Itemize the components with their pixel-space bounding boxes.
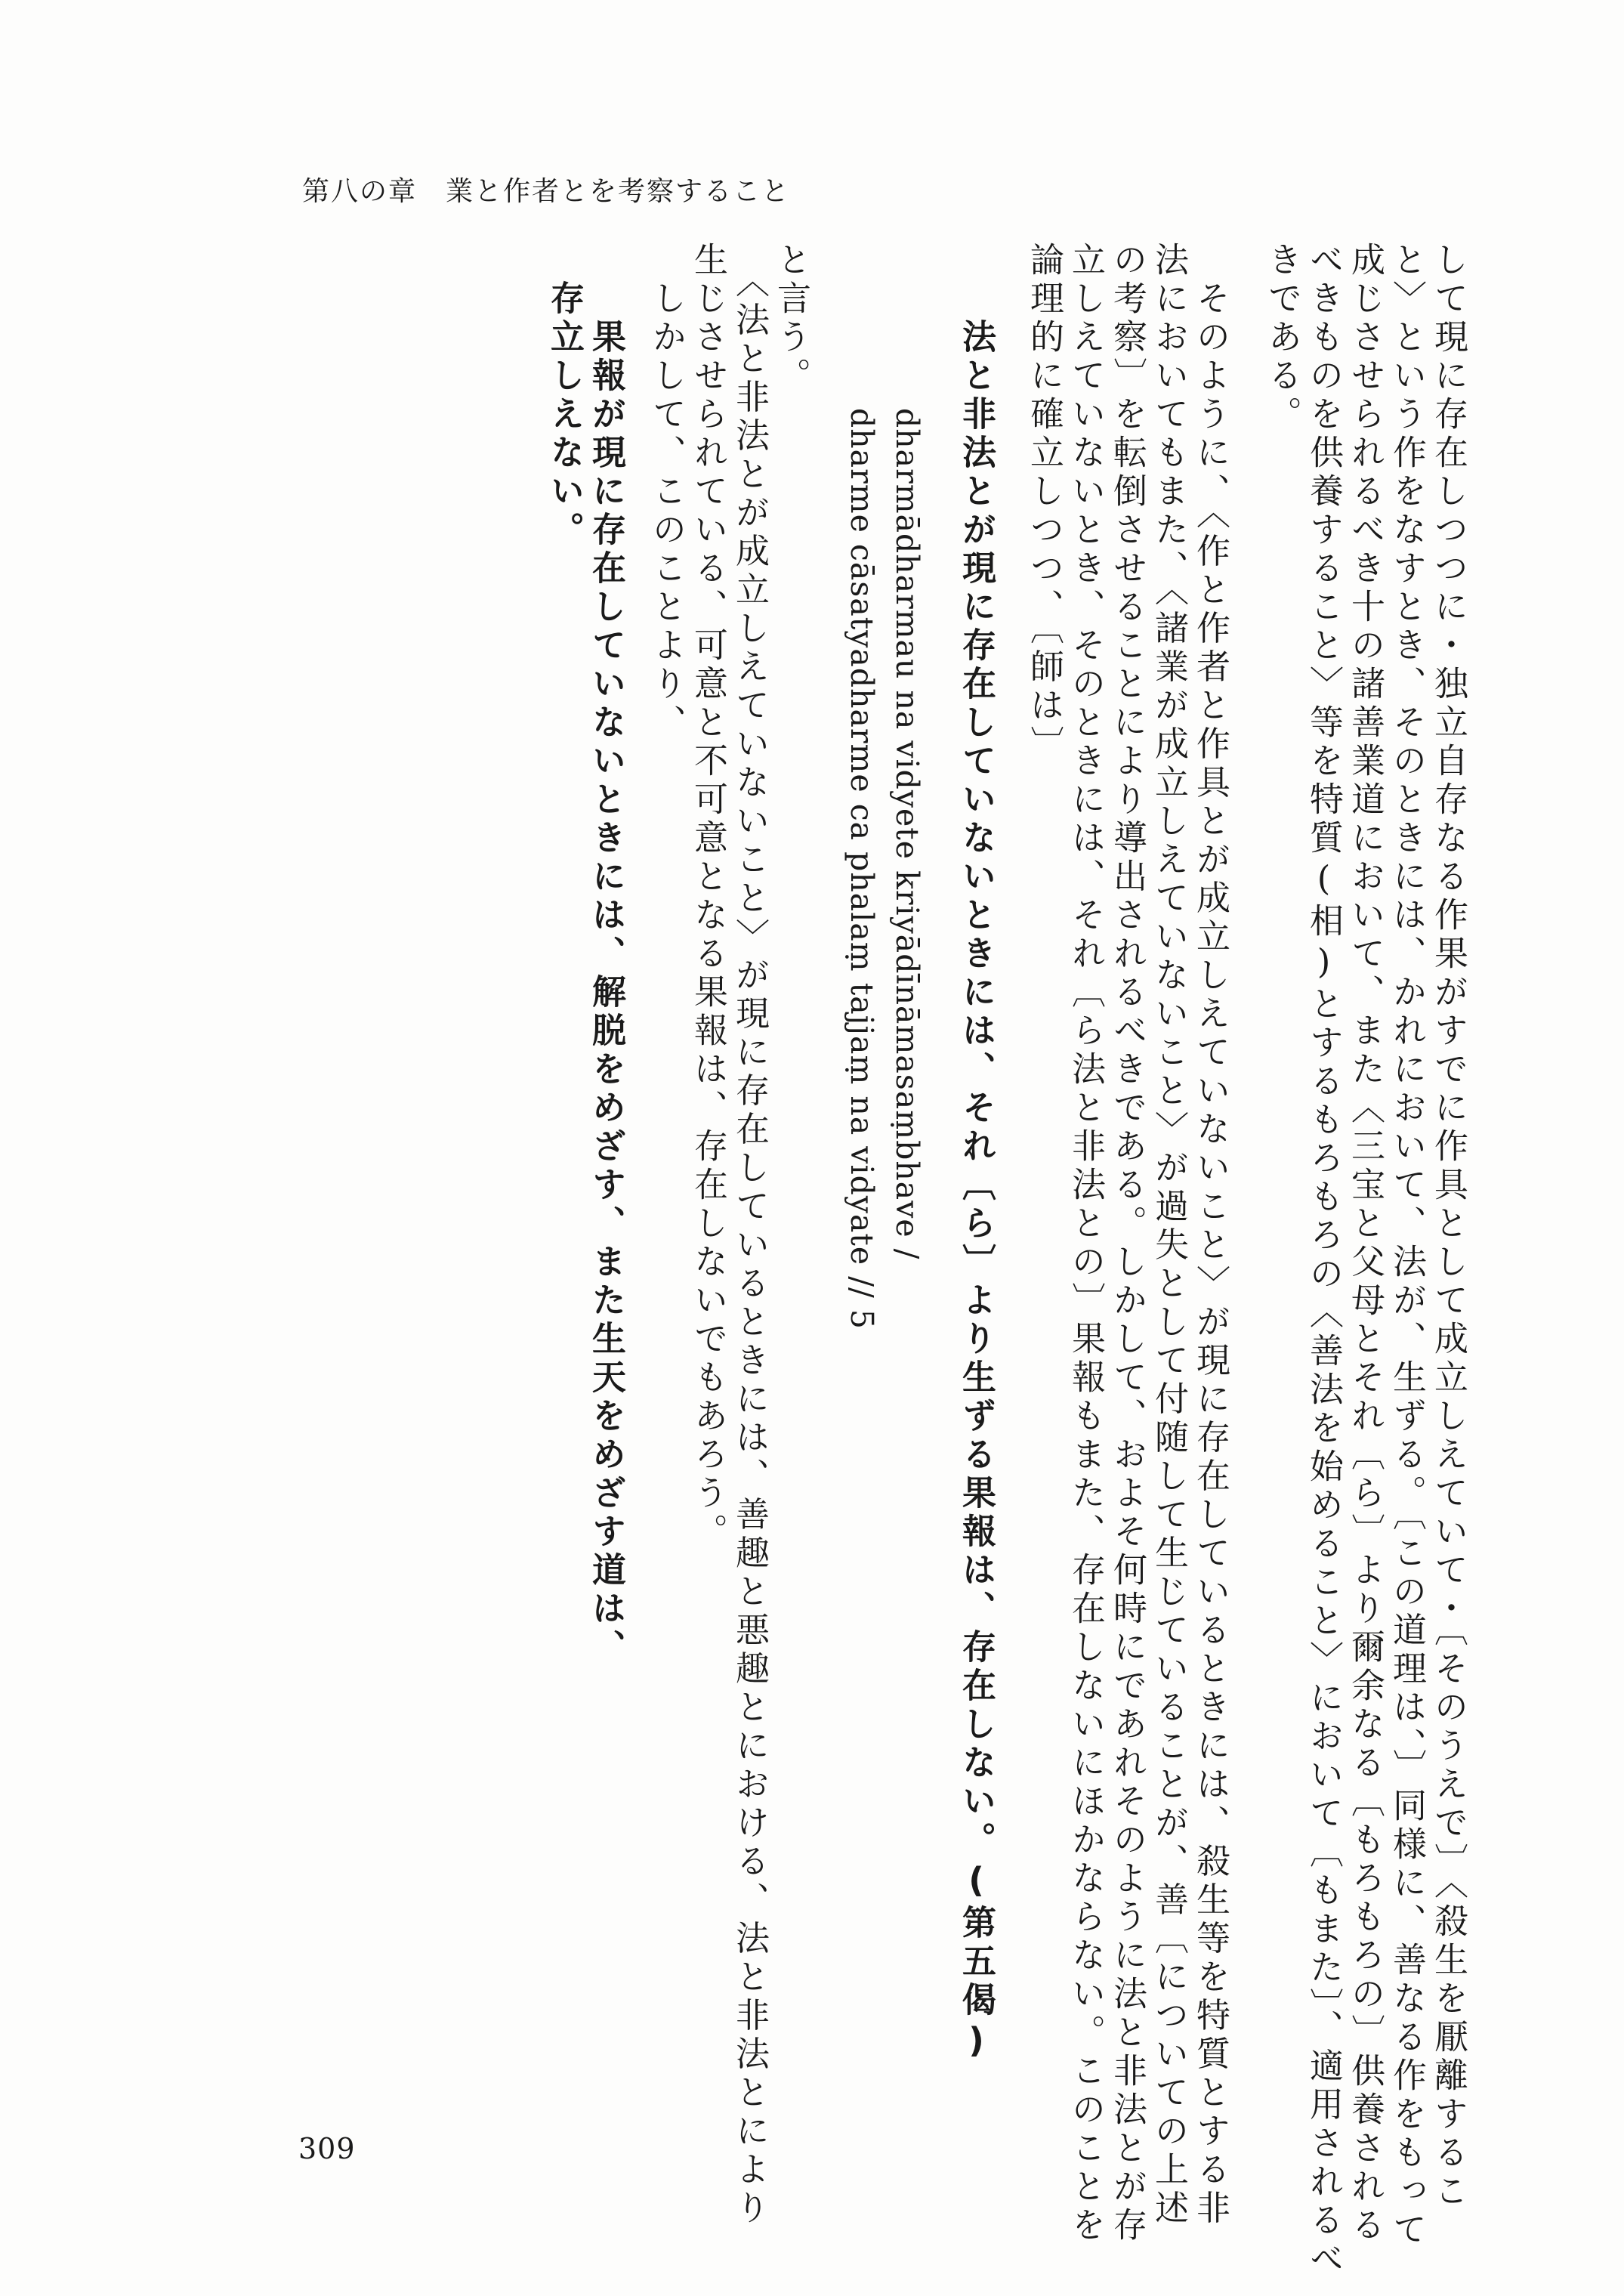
text-line: 論理的に確立しつつ、〔師は〕 — [1024, 242, 1064, 765]
text-line: しかして、このことより、 — [647, 242, 687, 743]
text-line: 生じさせられている、可意と不可意となる果報は、存在しないでもあろう。 — [688, 242, 728, 1552]
text-line: 〈法と非法とが成立しえていないこと〉が現に存在しているときには、善趣と悪趣とにおける、法と非法とにより — [730, 242, 770, 2229]
text-line: 立しえていないとき、そのときには、それ〔ら法と非法との〕果報もまた、存在しないにほかならない。このことを — [1066, 242, 1106, 2245]
verse-sanskrit-line-1: dharmādharmau na vidyete kriyādīnāmasaṃbhave / — [889, 408, 925, 1260]
text-line: そのように、〈作と作者と作具とが成立しえていないこと〉が現に存在しているときには、殺生等を特質とする非 — [1190, 242, 1230, 2229]
verse-japanese-2-cont: 存立しえない。 — [545, 242, 585, 550]
text-line: と言う。 — [771, 242, 811, 396]
text-line: 成じさせられるべき十の諸善業道において、また〈三宝と父母とそれ〔ら〕より爾余なる〔もろもろの〕供養される — [1345, 242, 1385, 2245]
page-number: 309 — [298, 2132, 356, 2165]
text-line: と〉という作をなすとき、そのときには、かれにおいて、法が、生ずる。〔この道理は、〕同様に、善なる作をもって — [1387, 242, 1427, 2250]
text-line: 法においてもまた、〈諸業が成立しえていないこと〉が過失として付随して生じていることが、善〔についての上述 — [1149, 242, 1189, 2229]
verse-japanese: 法と非法とが現に存在していないときには、それ〔ら〕より生ずる果報は、存在しない。(第五偈) — [956, 242, 996, 2065]
running-head: 第八の章 業と作者とを考察すること — [302, 176, 791, 207]
text-line: きである。 — [1262, 242, 1302, 434]
verse-sanskrit-line-2: dharme cāsatyadharme ca phalaṃ tajjaṃ na vidyate // 5 — [844, 408, 880, 1330]
text-line: べきものを供養すること〉等を特質(相)とするもろもろの〈善法を始めること〉において〔もまた〕、適用されるべ — [1304, 242, 1344, 2279]
verse-japanese-2: 果報が現に存在していないときには、解脱をめざす、また生天をめざす道は、 — [586, 242, 626, 1667]
text-line: して現に存在しつつに・独立自存なる作果がすでに作具として成立しえていて・〔そのうえで〕〈殺生を厭離するこ — [1428, 242, 1468, 2211]
text-line: の考察〕を転倒させることにより導出されるべきである。しかして、およそ何時にであれそのように法と非法とが存 — [1107, 242, 1147, 2245]
